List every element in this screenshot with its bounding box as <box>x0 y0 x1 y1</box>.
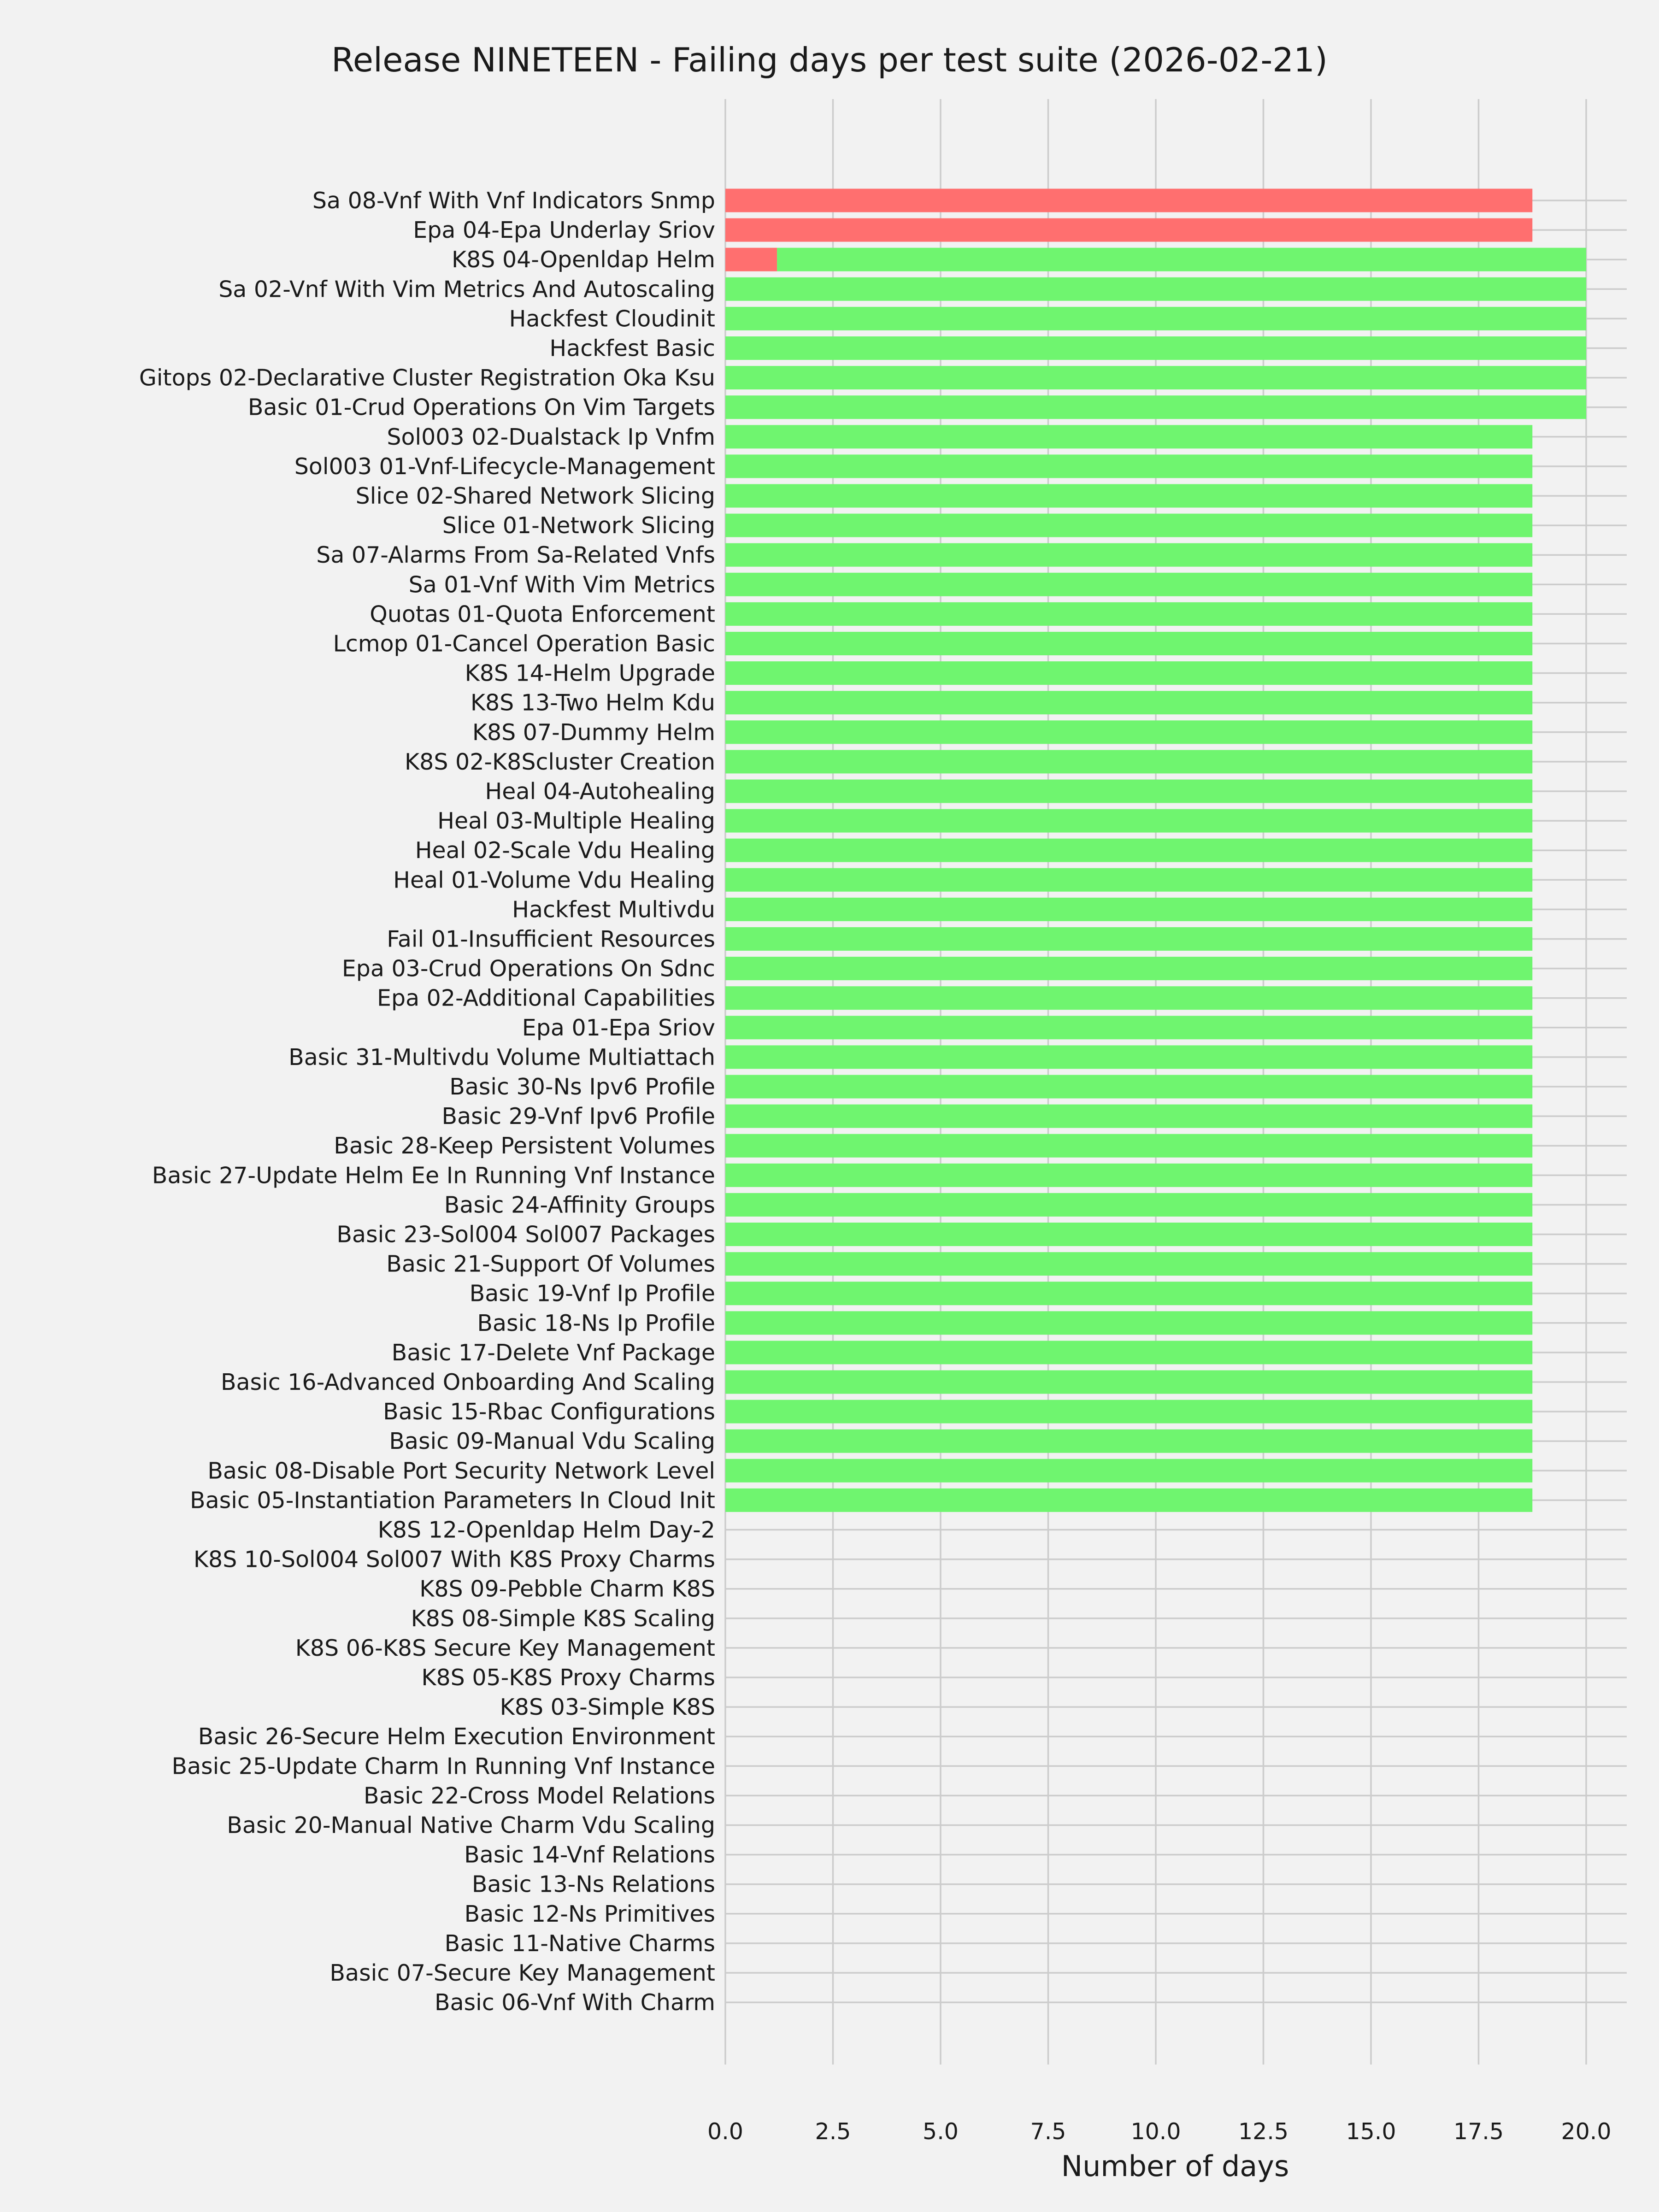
bar-pass <box>725 1164 1532 1187</box>
bar-pass <box>725 1075 1532 1099</box>
bar-pass <box>725 898 1532 921</box>
y-tick-label: Sa 07-Alarms From Sa-Related Vnfs <box>316 542 715 569</box>
bar-pass <box>777 248 1586 271</box>
bar-pass <box>725 661 1532 685</box>
y-tick-label: Basic 11-Native Charms <box>444 1930 715 1957</box>
bar-fail <box>725 189 1532 212</box>
x-tick-label: 2.5 <box>815 2118 851 2145</box>
y-tick-label: Basic 31-Multivdu Volume Multiattach <box>288 1044 715 1071</box>
bar-pass <box>725 1223 1532 1246</box>
bar-pass <box>725 927 1532 951</box>
y-tick-label: Basic 14-Vnf Relations <box>464 1841 715 1868</box>
y-tick-label: Basic 12-Ns Primitives <box>464 1900 715 1927</box>
x-tick-label: 10.0 <box>1130 2118 1181 2145</box>
x-tick-label: 7.5 <box>1030 2118 1066 2145</box>
bar-pass <box>725 720 1532 744</box>
bar-pass <box>725 750 1532 773</box>
y-tick-label: Quotas 01-Quota Enforcement <box>370 601 715 628</box>
y-tick-label: Sa 08-Vnf With Vnf Indicators Snmp <box>312 188 715 214</box>
bar-pass <box>725 425 1532 448</box>
y-tick-label: Hackfest Cloudinit <box>509 306 715 332</box>
bar-pass <box>725 957 1532 980</box>
y-tick-label: K8S 02-K8Scluster Creation <box>405 748 715 775</box>
x-tick-label: 20.0 <box>1561 2118 1612 2145</box>
y-tick-label: Basic 06-Vnf With Charm <box>434 1989 715 2016</box>
y-tick-label: Basic 27-Update Helm Ee In Running Vnf Instance <box>152 1162 715 1189</box>
y-tick-label: Hackfest Multivdu <box>512 896 715 923</box>
bar-pass <box>725 1488 1532 1512</box>
y-tick-label: Hackfest Basic <box>549 335 715 362</box>
bar-pass <box>725 307 1586 330</box>
x-axis-label: Number of days <box>1061 2149 1289 2183</box>
bar-pass <box>725 484 1532 508</box>
y-tick-label: K8S 12-Openldap Helm Day-2 <box>377 1517 715 1543</box>
y-tick-label: K8S 07-Dummy Helm <box>472 719 715 746</box>
bar-pass <box>725 986 1532 1010</box>
y-tick-label: Heal 04-Autohealing <box>485 778 715 805</box>
y-tick-label: Sol003 01-Vnf-Lifecycle-Management <box>294 453 715 480</box>
bar-pass <box>725 602 1532 626</box>
x-tick-label: 15.0 <box>1346 2118 1396 2145</box>
bar-pass <box>725 1016 1532 1039</box>
y-tick-label: Slice 02-Shared Network Slicing <box>355 483 715 509</box>
y-tick-labels <box>139 188 715 2016</box>
bar-pass <box>725 1430 1532 1453</box>
y-tick-label: Heal 02-Scale Vdu Healing <box>415 837 715 864</box>
bar-pass <box>725 277 1586 301</box>
bar-pass <box>725 1311 1532 1335</box>
x-tick-label: 0.0 <box>707 2118 743 2145</box>
bar-pass <box>725 780 1532 803</box>
y-tick-label: Epa 03-Crud Operations On Sdnc <box>341 955 715 982</box>
y-tick-label: K8S 10-Sol004 Sol007 With K8S Proxy Charms <box>193 1546 715 1573</box>
bar-pass <box>725 395 1586 419</box>
y-tick-label: K8S 05-K8S Proxy Charms <box>421 1665 715 1691</box>
bar-fail <box>725 218 1532 242</box>
y-tick-label: Basic 20-Manual Native Charm Vdu Scaling <box>227 1812 715 1839</box>
bar-pass <box>725 1193 1532 1217</box>
y-tick-label: Basic 26-Secure Helm Execution Environment <box>198 1724 715 1750</box>
bar-pass <box>725 1252 1532 1276</box>
bar-pass <box>725 809 1532 833</box>
bar-pass <box>725 336 1586 360</box>
y-tick-label: Basic 22-Cross Model Relations <box>364 1783 715 1809</box>
y-tick-label: Basic 18-Ns Ip Profile <box>477 1310 715 1336</box>
bar-pass <box>725 1282 1532 1305</box>
bar-pass <box>725 1371 1532 1394</box>
bar-pass <box>725 1134 1532 1158</box>
bar-pass <box>725 1400 1532 1424</box>
y-tick-label: K8S 09-Pebble Charm K8S <box>419 1576 715 1602</box>
y-tick-label: Basic 15-Rbac Configurations <box>383 1399 715 1425</box>
y-tick-label: Basic 13-Ns Relations <box>471 1871 715 1898</box>
bar-pass <box>725 573 1532 596</box>
bar-pass <box>725 1459 1532 1483</box>
y-tick-label: Sa 01-Vnf With Vim Metrics <box>408 571 715 598</box>
x-tick-label: 12.5 <box>1238 2118 1289 2145</box>
bar-pass <box>725 543 1532 567</box>
y-tick-label: Basic 09-Manual Vdu Scaling <box>389 1428 715 1455</box>
chart-title: Release NINETEEN - Failing days per test suite (2026-02-21) <box>331 41 1328 79</box>
y-tick-label: Basic 24-Affinity Groups <box>444 1192 715 1218</box>
y-tick-label: Epa 01-Epa Sriov <box>522 1014 715 1041</box>
y-tick-label: Epa 04-Epa Underlay Sriov <box>413 217 715 244</box>
y-tick-label: K8S 03-Simple K8S <box>500 1694 715 1721</box>
y-tick-label: Basic 01-Crud Operations On Vim Targets <box>247 394 715 421</box>
y-tick-label: Fail 01-Insufficient Resources <box>387 926 715 953</box>
y-tick-label: K8S 13-Two Helm Kdu <box>470 689 715 716</box>
bar-pass <box>725 1105 1532 1128</box>
bar-pass <box>725 691 1532 714</box>
bar-pass <box>725 1045 1532 1069</box>
y-tick-label: Basic 07-Secure Key Management <box>329 1960 715 1986</box>
bar-pass <box>725 839 1532 862</box>
bars <box>725 189 1586 1512</box>
y-tick-label: Basic 30-Ns Ipv6 Profile <box>449 1074 715 1100</box>
y-tick-label: Basic 21-Support Of Volumes <box>386 1251 715 1277</box>
bar-pass <box>725 366 1586 389</box>
y-tick-label: Basic 23-Sol004 Sol007 Packages <box>336 1221 715 1248</box>
y-tick-label: Basic 29-Vnf Ipv6 Profile <box>441 1103 715 1130</box>
bar-pass <box>725 1341 1532 1364</box>
bar-pass <box>725 454 1532 478</box>
y-tick-label: K8S 08-Simple K8S Scaling <box>411 1605 715 1632</box>
y-tick-label: Basic 19-Vnf Ip Profile <box>469 1280 715 1307</box>
bar-pass <box>725 632 1532 655</box>
y-tick-label: K8S 06-K8S Secure Key Management <box>295 1635 715 1661</box>
y-tick-label: Slice 01-Network Slicing <box>442 512 715 539</box>
x-tick-labels <box>707 2118 1612 2145</box>
y-tick-label: Heal 01-Volume Vdu Healing <box>393 867 715 894</box>
y-tick-label: Sa 02-Vnf With Vim Metrics And Autoscaling <box>218 276 715 303</box>
y-tick-label: K8S 04-Openldap Helm <box>451 247 715 273</box>
bar-pass <box>725 514 1532 537</box>
y-tick-label: Heal 03-Multiple Healing <box>437 808 715 835</box>
bar-fail <box>725 248 777 271</box>
x-tick-label: 17.5 <box>1453 2118 1504 2145</box>
y-tick-label: K8S 14-Helm Upgrade <box>465 660 715 687</box>
y-tick-label: Basic 28-Keep Persistent Volumes <box>334 1133 715 1159</box>
y-tick-label: Basic 25-Update Charm In Running Vnf Instance <box>171 1753 715 1780</box>
x-tick-label: 5.0 <box>923 2118 959 2145</box>
y-tick-label: Basic 16-Advanced Onboarding And Scaling <box>220 1369 715 1395</box>
y-tick-label: Basic 17-Delete Vnf Package <box>391 1339 715 1366</box>
y-tick-label: Basic 08-Disable Port Security Network Level <box>207 1458 715 1484</box>
bar-pass <box>725 868 1532 892</box>
y-tick-label: Basic 05-Instantiation Parameters In Cloud Init <box>190 1487 715 1514</box>
y-tick-label: Gitops 02-Declarative Cluster Registration Oka Ksu <box>139 365 715 391</box>
y-tick-label: Sol003 02-Dualstack Ip Vnfm <box>387 424 715 450</box>
y-tick-label: Lcmop 01-Cancel Operation Basic <box>333 630 715 657</box>
y-tick-label: Epa 02-Additional Capabilities <box>377 985 715 1012</box>
